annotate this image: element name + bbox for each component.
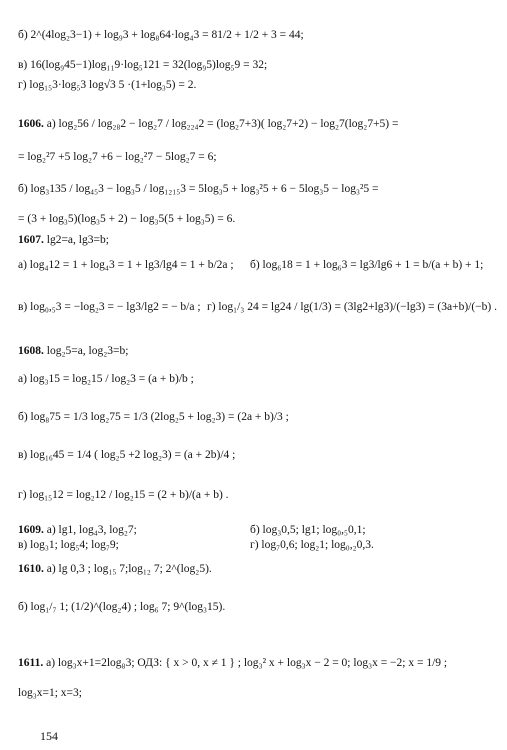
line-text: = (3 + log₃5)(log₃5 + 2) − log₃5(5 + log₃5) = 6. <box>18 213 236 225</box>
problem-1609-ab <box>18 523 497 538</box>
problem-1611-a-cont <box>18 686 497 701</box>
line-text: log₂5=a, log₂3=b; <box>46 345 129 357</box>
line-text: г) log₁₅12 = log₂12 / log₂15 = (2 + b)/(a + b) . <box>18 489 229 501</box>
problem-number: 1610. <box>18 563 44 575</box>
problem-1608-header <box>18 344 497 359</box>
problem-number: 1606. <box>18 118 44 130</box>
line-1606-b-prev <box>18 28 497 43</box>
line-text: а) lg 0,3 ; log₁₅ 7;log₁₂ 7; 2^(log₂5). <box>46 563 212 575</box>
problem-number: 1611. <box>18 657 44 669</box>
problem-1609-vg <box>18 538 497 553</box>
part-b: б) log₃0,5; lg1; log₀,₅0,1; <box>250 524 366 536</box>
line-text: в) 16(log₉45−1)log₁₁9·log₅121 = 32(log₉5)log₅9 = 32; <box>18 59 268 71</box>
problem-number: 1608. <box>18 345 44 357</box>
problem-number: 1609. <box>18 524 44 536</box>
problem-1607-vg <box>18 300 497 315</box>
line-text: б) log₃135 / log₄₅3 − log₃5 / log₁₂₁₅3 = 5log₃5 + log₃²5 + 6 − 5log₃5 − log₃²5 = <box>18 183 379 195</box>
part-a: а) lg1, log₄3, log₂7; <box>46 524 137 536</box>
problem-1608-a <box>18 372 497 387</box>
line-text: а) log₃15 = log₂15 / log₂3 = (a + b)/b ; <box>18 373 194 385</box>
problem-1606-a <box>18 117 497 132</box>
problem-1608-v <box>18 448 497 463</box>
problem-1606-b-cont <box>18 212 497 227</box>
problem-1610-a <box>18 562 497 577</box>
part-v: в) log₀,₅3 = −log₂3 = − lg3/lg2 = − b/a ; <box>18 301 201 313</box>
line-text: lg2=a, lg3=b; <box>46 234 109 246</box>
problem-number: 1607. <box>18 234 44 246</box>
problem-1611-a <box>18 656 497 671</box>
problem-1607-header <box>18 233 497 248</box>
part-b: б) log₆18 = 1 + log₆3 = lg3/lg6 + 1 = b/(a + b) + 1; <box>250 259 484 271</box>
line-text: а) log₂56 / log₂₈2 − log₂7 / log₂₂₄2 = (log₂7+3)( log₂7+2) − log₂7(log₂7+5) = <box>46 118 399 130</box>
part-g: г) log₇0,6; log₂1; log₀,₂0,3. <box>250 539 374 551</box>
part-v: в) log₃1; log₅4; log₇9; <box>18 539 119 551</box>
line-g-prev <box>18 78 497 93</box>
problem-1610-b <box>18 600 497 615</box>
line-text: = log₂²7 +5 log₂7 +6 − log₂²7 − 5log₂7 = 6; <box>18 151 217 163</box>
part-g: г) log₁/₃ 24 = lg24 / lg(1/3) = (3lg2+lg3)/(−lg3) = (3a+b)/(−b) . <box>206 301 497 313</box>
line-text: г) log₁₅3·log₅3 log√3 5 ·(1+log₃5) = 2. <box>18 79 197 91</box>
page-number: 154 <box>40 729 58 743</box>
line-text: а) log₃x+1=2log₈3; ОДЗ: { x > 0, x ≠ 1 } ; log₃² x + log₃x − 2 = 0; log₃x = −2; x = 1/9 ; <box>46 657 448 669</box>
problem-1606-b <box>18 182 497 197</box>
line-text: б) 2^(4log₂3−1) + log₉3 + log₈64·log₄3 = 81/2 + 1/2 + 3 = 44; <box>18 29 304 41</box>
problem-1608-g <box>18 488 497 503</box>
problem-1607-ab <box>18 258 497 273</box>
line-text: б) log₈75 = 1/3 log₂75 = 1/3 (2log₂5 + log₂3) = (2a + b)/3 ; <box>18 411 289 423</box>
part-a: а) log₄12 = 1 + log₄3 = 1 + lg3/lg4 = 1 + b/2a ; <box>18 259 234 271</box>
line-text: log₃x=1; x=3; <box>18 687 82 699</box>
problem-1606-a-cont <box>18 150 497 165</box>
line-text: в) log₁₆45 = 1/4 ( log₂5 +2 log₂3) = (a + 2b)/4 ; <box>18 449 236 461</box>
problem-1608-b <box>18 410 497 425</box>
line-text: б) log₁/₇ 1; (1/2)^(log₂4) ; log₆ 7; 9^(log₃15). <box>18 601 226 613</box>
line-v-prev <box>18 58 497 73</box>
